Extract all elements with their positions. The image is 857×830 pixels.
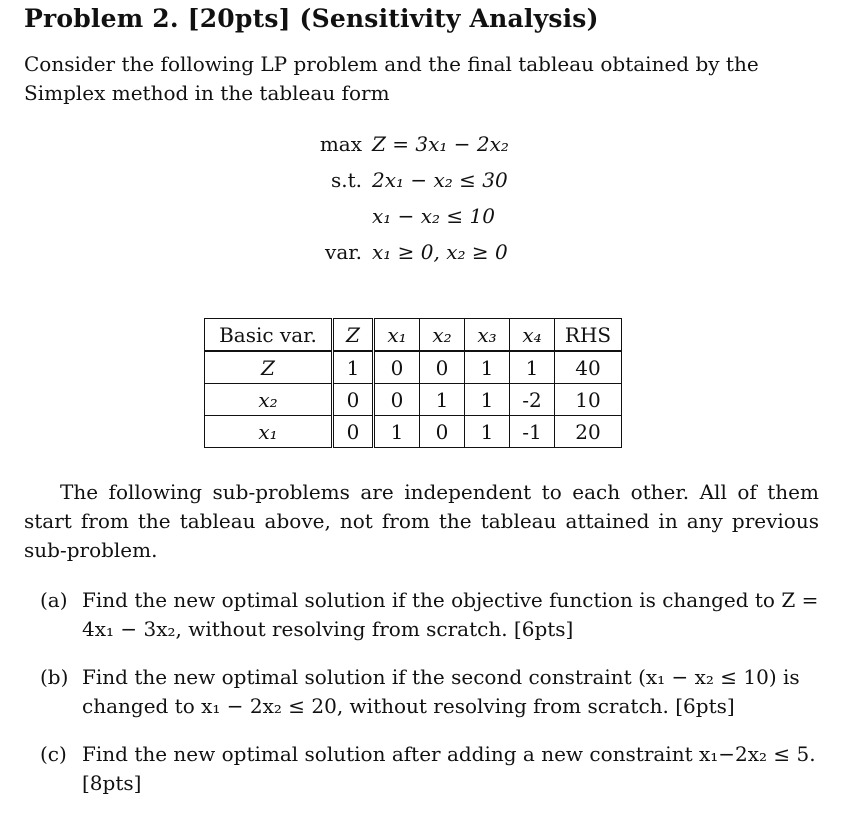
tableau-cell: 40: [555, 351, 622, 384]
simplex-tableau: [204, 318, 622, 448]
lp-label-max: max: [319, 132, 362, 156]
tableau-row: [205, 416, 622, 448]
tableau-cell: 20: [555, 416, 622, 448]
tableau-cell: -1: [510, 416, 555, 448]
tableau-cell: 1: [374, 416, 420, 448]
tableau-cell: 0: [374, 351, 420, 384]
tableau-cell: 1: [420, 384, 465, 416]
tableau-cell: 0: [333, 416, 374, 448]
problem-title: Problem 2. [20pts] (Sensitivity Analysis): [24, 4, 599, 33]
tableau-header-cell: RHS: [555, 319, 622, 352]
tableau-header-cell: x₂: [420, 319, 465, 352]
lp-nonnegativity: x₁ ≥ 0, x₂ ≥ 0: [372, 240, 508, 264]
tableau-cell: 0: [333, 384, 374, 416]
tableau-cell: Z: [205, 351, 333, 384]
tableau-row: [205, 384, 622, 416]
tableau-cell: 1: [333, 351, 374, 384]
tableau-cell: 0: [420, 416, 465, 448]
lp-label-st: s.t.: [330, 168, 362, 192]
lp-objective: Z = 3x₁ − 2x₂: [372, 132, 509, 156]
tableau-cell: 10: [555, 384, 622, 416]
tableau-cell: 1: [510, 351, 555, 384]
subproblem-tag: (a): [40, 588, 68, 612]
tableau-cell: 0: [374, 384, 420, 416]
subproblem-tag: (b): [40, 665, 69, 689]
tableau-cell: 0: [420, 351, 465, 384]
tableau-cell: x₁: [205, 416, 333, 448]
tableau-cell: 1: [465, 384, 510, 416]
tableau-cell: -2: [510, 384, 555, 416]
tableau-row: [205, 351, 622, 384]
intro-paragraph: Consider the following LP problem and the final tableau obtained by the Simplex method in the tableau form: [24, 52, 759, 105]
tableau-cell: 1: [465, 416, 510, 448]
lp-constraint-1: 2x₁ − x₂ ≤ 30: [372, 168, 508, 192]
subproblem-text: Find the new optimal solution after adding a new constraint x₁−2x₂ ≤ 5. [8pts]: [82, 742, 816, 795]
subproblem-text: Find the new optimal solution if the second constraint (x₁ − x₂ ≤ 10) is changed to x₁ − 2x₂ ≤ 20, without resolving from scratch. [6pts]: [82, 665, 800, 718]
tableau-header-row: [205, 319, 622, 352]
independence-note: The following sub-problems are independent to each other. All of them start from the tableau above, not from the tableau attained in any previous sub-problem.: [24, 480, 819, 562]
tableau-header-cell: Basic var.: [205, 319, 333, 352]
tableau-header-cell: Z: [333, 319, 374, 352]
tableau-header-cell: x₄: [510, 319, 555, 352]
lp-constraint-2: x₁ − x₂ ≤ 10: [372, 204, 495, 228]
tableau-header-cell: x₃: [465, 319, 510, 352]
tableau-cell: x₂: [205, 384, 333, 416]
subproblem-text: Find the new optimal solution if the objective function is changed to Z = 4x₁ − 3x₂, without resolving from scratch. [6pts]: [82, 588, 819, 641]
tableau-cell: 1: [465, 351, 510, 384]
lp-label-var: var.: [325, 240, 362, 264]
subproblem-tag: (c): [40, 742, 67, 766]
tableau-header-cell: x₁: [374, 319, 420, 352]
